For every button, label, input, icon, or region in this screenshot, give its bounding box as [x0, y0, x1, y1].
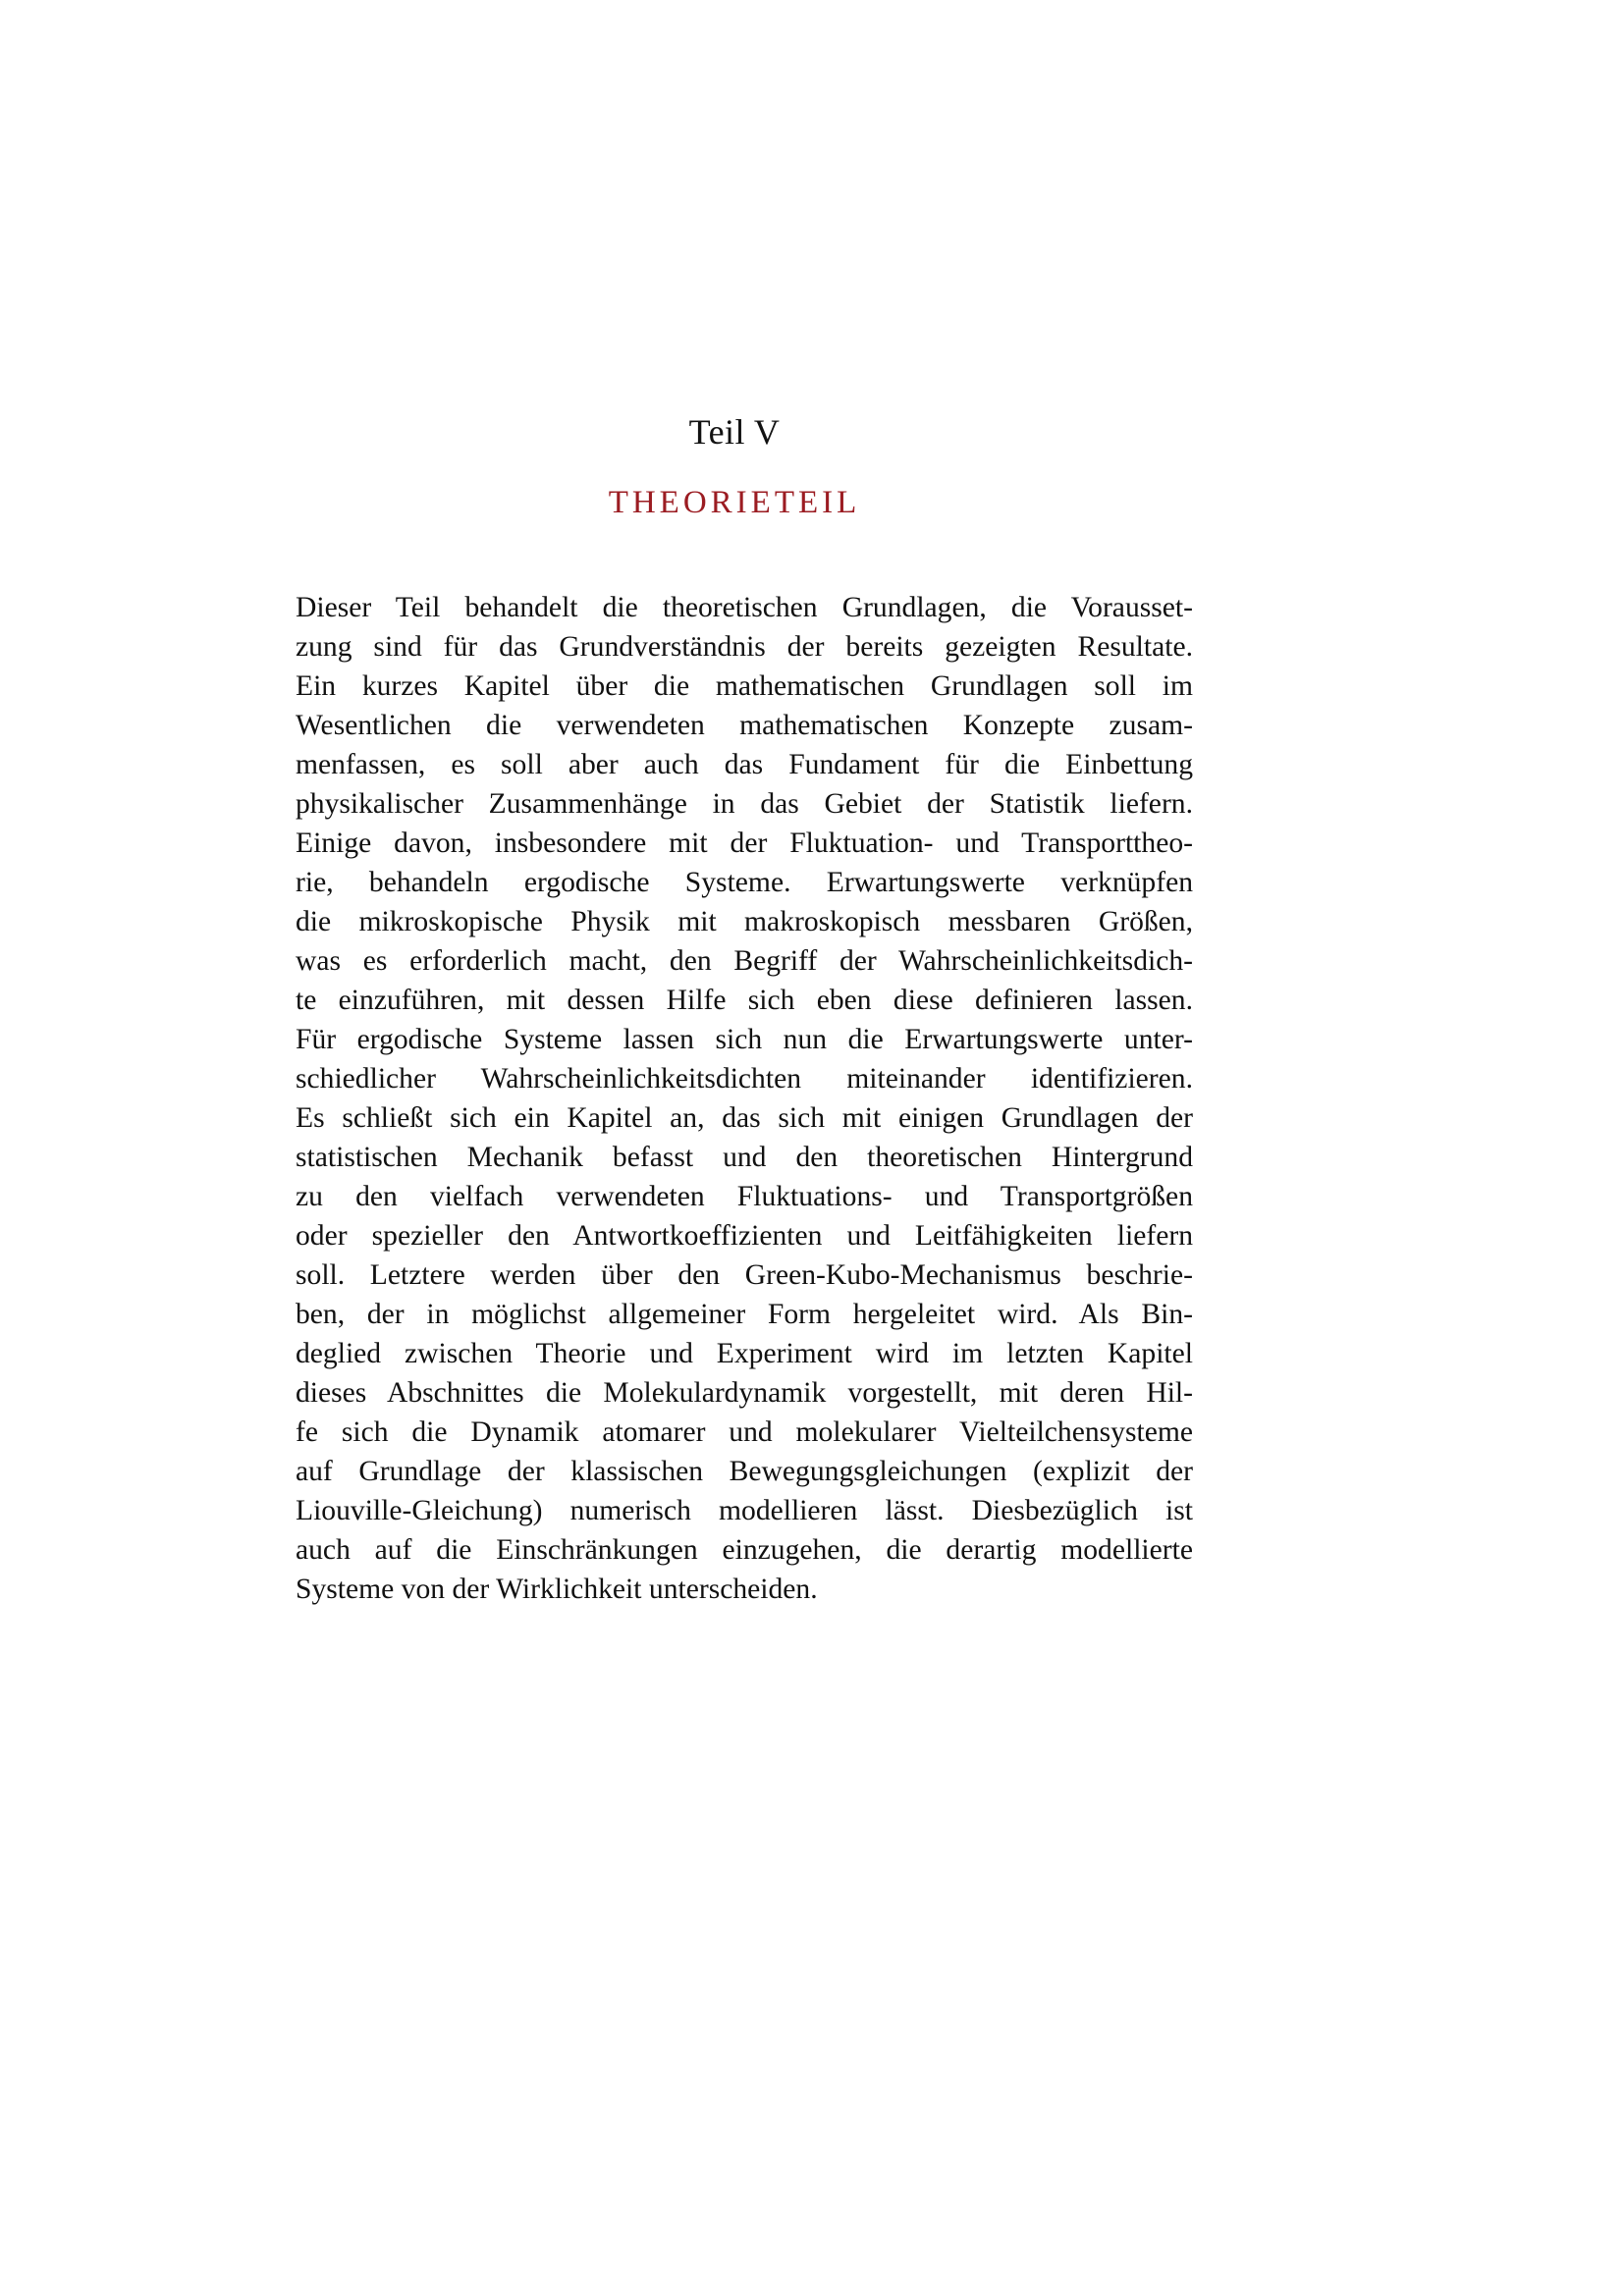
part-label: Teil V	[688, 412, 781, 452]
text-line: zung sind für das Grundverständnis der bereits gezeigten Resultate.	[296, 631, 1193, 663]
text-line: was es erforderlich macht, den Begriff der Wahrscheinlichkeitsdich-	[296, 945, 1193, 977]
text-line: te einzuführen, mit dessen Hilfe sich eben diese definieren lassen.	[296, 985, 1193, 1016]
text-line: die mikroskopische Physik mit makroskopisch messbaren Größen,	[296, 906, 1193, 937]
text-line: statistischen Mechanik befasst und den theoretischen Hintergrund	[296, 1142, 1193, 1173]
text-line: deglied zwischen Theorie und Experiment wird im letzten Kapitel	[296, 1338, 1193, 1369]
text-line: soll. Letztere werden über den Green-Kubo-Mechanismus beschrie-	[296, 1259, 1193, 1291]
text-line: ben, der in möglichst allgemeiner Form hergeleitet wird. Als Bin-	[296, 1299, 1193, 1330]
text-line: Liouville-Gleichung) numerisch modellieren lässt. Diesbezüglich ist	[296, 1495, 1193, 1526]
text-line: zu den vielfach verwendeten Fluktuations- und Transportgrößen	[296, 1181, 1193, 1212]
text-line: Für ergodische Systeme lassen sich nun die Erwartungswerte unter-	[296, 1024, 1193, 1055]
text-line: oder spezieller den Antwortkoeffizienten und Leitfähigkeiten liefern	[296, 1220, 1193, 1252]
text-line: schiedlicher Wahrscheinlichkeitsdichten miteinander identifizieren.	[296, 1063, 1193, 1095]
text-line: dieses Abschnittes die Molekulardynamik vorgestellt, mit deren Hil-	[296, 1377, 1193, 1409]
text-line: menfassen, es soll aber auch das Fundament für die Einbettung	[296, 749, 1193, 780]
text-line: Systeme von der Wirklichkeit unterscheiden.	[296, 1574, 818, 1605]
text-line: Ein kurzes Kapitel über die mathematischen Grundlagen soll im	[296, 670, 1193, 702]
text-line: Dieser Teil behandelt die theoretischen Grundlagen, die Vorausset-	[296, 592, 1193, 623]
text-line: rie, behandeln ergodische Systeme. Erwartungswerte verknüpfen	[296, 867, 1193, 898]
text-line: Wesentlichen die verwendeten mathematischen Konzepte zusam-	[296, 710, 1193, 741]
text-line: fe sich die Dynamik atomarer und molekularer Vielteilchensysteme	[296, 1416, 1193, 1448]
text-line: Es schließt sich ein Kapitel an, das sich mit einigen Grundlagen der	[296, 1102, 1193, 1134]
body-paragraph	[296, 588, 1193, 1609]
text-line: Einige davon, insbesondere mit der Fluktuation- und Transporttheo-	[296, 828, 1193, 859]
part-title: THEORIETEIL	[608, 485, 861, 520]
text-line: auf Grundlage der klassischen Bewegungsgleichungen (explizit der	[296, 1456, 1193, 1487]
text-line: physikalischer Zusammenhänge in das Gebiet der Statistik liefern.	[296, 788, 1193, 820]
text-line: auch auf die Einschränkungen einzugehen, die derartig modellierte	[296, 1534, 1193, 1566]
